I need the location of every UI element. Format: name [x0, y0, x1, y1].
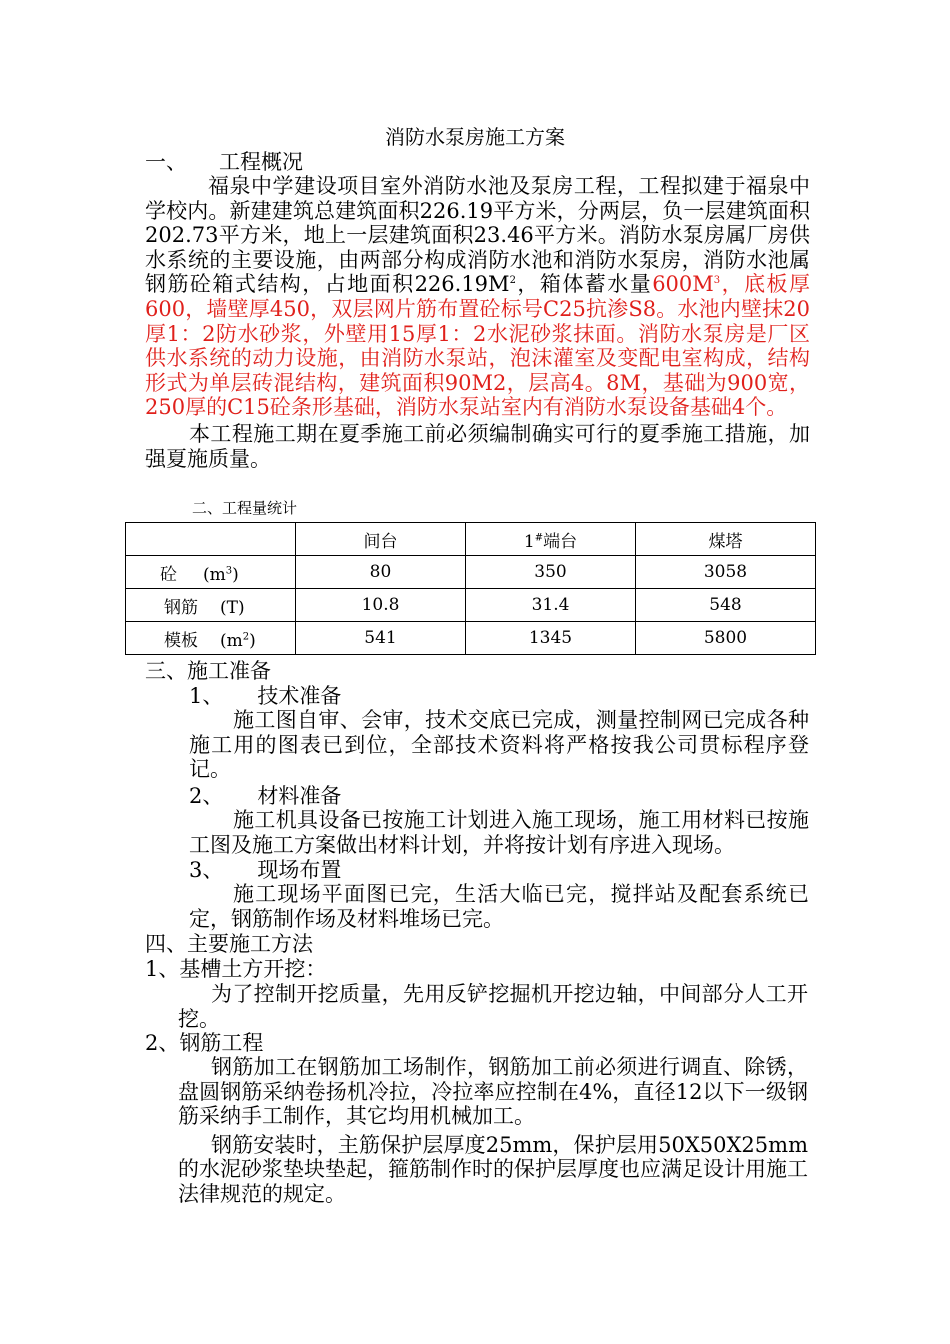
table-cell: 80: [296, 556, 466, 589]
row-unit: [203, 565, 239, 585]
table-cell: 3058: [636, 556, 816, 589]
excavation-text: 为了控制开挖质量，先用反铲挖掘机开挖边轴，中间部分人工开挖。: [178, 982, 808, 1031]
rebar-heading: 2、钢筋工程: [145, 1031, 264, 1055]
document-title: 消防水泵房施工方案: [385, 125, 565, 149]
prep-item-number: 3、: [189, 858, 224, 882]
area-superscript: 2: [509, 275, 516, 287]
table-cell: 10.8: [296, 589, 466, 622]
table-row: [126, 556, 816, 589]
col-header-sup: #: [534, 531, 544, 543]
col-header-rest: 端台: [543, 531, 578, 552]
table-row: [126, 589, 816, 622]
section-1-heading: [145, 150, 303, 174]
prep-item-text: 施工现场平面图已完，生活大临已完，搅拌站及配套系统已定，钢筋制作场及材料堆场已完。: [189, 882, 809, 931]
summer-construction-paragraph: 本工程施工期在夏季施工前必须编制确实可行的夏季施工措施，加强夏施质量。: [145, 421, 810, 471]
table-row: [126, 622, 816, 655]
row-label: [126, 589, 296, 622]
unit-text: (m: [220, 630, 243, 651]
col-header-number: 1: [523, 531, 535, 552]
table-header-cell: 间台: [296, 523, 466, 556]
row-unit: [220, 631, 256, 651]
table-header-row: [126, 523, 816, 556]
rebar-body: [178, 1055, 808, 1207]
highlight-text-1: 600M: [652, 272, 714, 297]
unit-text: (T): [220, 597, 245, 618]
prep-item-number: 2、: [189, 784, 224, 808]
table-header-cell: [466, 523, 636, 556]
highlight-text-2: ，底板厚600，墙壁厚450，双层网片筋布置砼标号C25抗渗S8。水池内壁抹20厚1：2防水砂浆，外壁用15厚1：2水泥砂浆抹面。消防水泵房是厂区供水系统的动力设施，由消防水泵站，泡沫灌室及变配电室构成，结构形式为单层砖混结构，建筑面积90M2，层高4。8M，基础为900宽，250厚的C15砼条形基础，消防水泵站室内有消防水泵设备基础4个。: [145, 272, 811, 420]
row-name: 模板: [164, 630, 198, 651]
unit-sup: 2: [242, 630, 250, 642]
prep-item-title: 技术准备: [257, 684, 342, 708]
prep-item-number: 1、: [189, 684, 224, 708]
section-3-heading: 三、施工准备: [145, 659, 271, 683]
section-1-body: [145, 174, 810, 471]
project-overview-paragraph: [145, 174, 810, 420]
quantity-stats-heading: 二、工程量统计: [192, 499, 298, 517]
table-cell: 548: [636, 589, 816, 622]
prep-item-2-body: [189, 808, 809, 857]
prep-item-2-heading: [189, 784, 341, 808]
row-label: [126, 622, 296, 655]
table-cell: 31.4: [466, 589, 636, 622]
overview-text: 福泉中学建设项目室外消防水池及泵房工程，工程拟建于福泉中学校内。新建建筑总建筑面积226.19平方米，分两层，负一层建筑面积202.73平方米，地上一层建筑面积23.46平方米。消防水泵房属厂房供水系统的主要设施，由两部分构成消防水池和消防水泵房，消防水池属钢筋砼箱式结构，占地面积226.19M: [145, 174, 810, 297]
section-1-title: 工程概况: [219, 150, 303, 174]
rebar-processing-text: 钢筋加工在钢筋加工场制作，钢筋加工前必须进行调直、除锈，盘圆钢筋采纳卷扬机冷拉，冷拉率应控制在4%，直径12以下一级钢筋采纳手工制作，其它均用机械加工。: [178, 1055, 808, 1129]
row-unit: [220, 598, 245, 618]
table-cell: 1345: [466, 622, 636, 655]
overview-text-2: ，箱体蓄水量: [515, 272, 653, 297]
table-header-cell: 煤塔: [636, 523, 816, 556]
prep-item-text: 施工图自审、会审，技术交底已完成，测量控制网已完成各种施工用的图表已到位，全部技术资料将严格按我公司贯标程序登记。: [189, 708, 809, 782]
section-1-number: 一、: [145, 150, 187, 174]
row-name: 钢筋: [164, 597, 198, 618]
table-cell: 541: [296, 622, 466, 655]
prep-item-title: 现场布置: [257, 858, 342, 882]
section-4-heading: 四、主要施工方法: [145, 932, 313, 956]
excavation-body: [178, 982, 808, 1031]
prep-item-1-heading: [189, 684, 341, 708]
row-name: 砼: [160, 564, 177, 585]
excavation-heading: 1、基槽土方开挖：: [145, 957, 327, 981]
prep-item-3-body: [189, 882, 809, 931]
prep-item-title: 材料准备: [257, 784, 342, 808]
quantity-table: [125, 522, 816, 655]
unit-sup: 3: [225, 564, 233, 576]
table-cell: 5800: [636, 622, 816, 655]
prep-item-3-heading: [189, 858, 341, 882]
table-header-cell: [126, 523, 296, 556]
unit-end: ): [232, 564, 239, 585]
rebar-installation-text: 钢筋安装时，主筋保护层厚度25mm，保护层用50X50X25mm的水泥砂浆垫块垫起，箍筋制作时的保护层厚度也应满足设计用施工法律规范的规定。: [178, 1132, 808, 1206]
row-label: [126, 556, 296, 589]
volume-superscript: 3: [713, 275, 721, 287]
table-cell: 350: [466, 556, 636, 589]
unit-text: (m: [203, 564, 226, 585]
prep-item-text: 施工机具设备已按施工计划进入施工现场，施工用材料已按施工图及施工方案做出材料计划，并将按计划有序进入现场。: [189, 808, 809, 857]
unit-end: ): [249, 630, 256, 651]
prep-item-1-body: [189, 708, 809, 782]
